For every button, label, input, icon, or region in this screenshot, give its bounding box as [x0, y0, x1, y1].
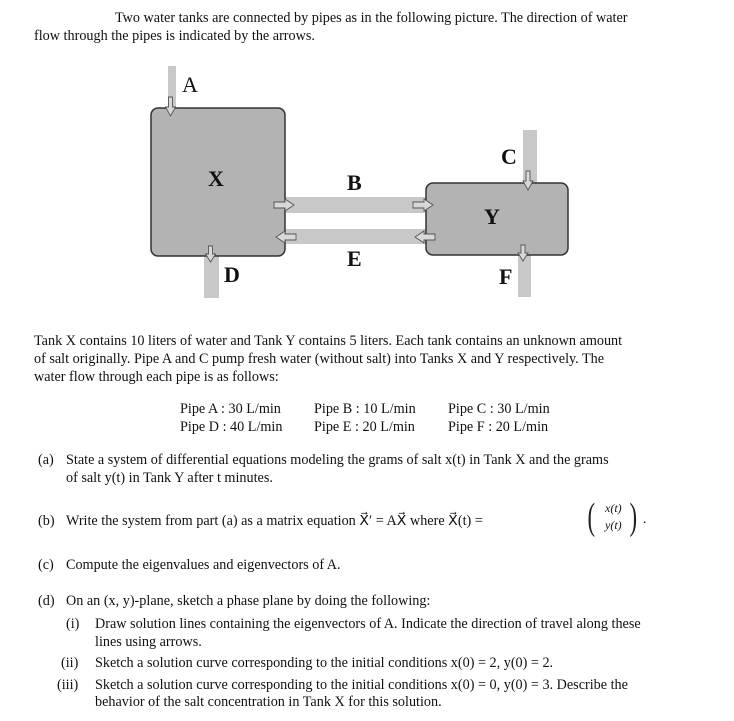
question-d-iii-line-2: behavior of the salt concentration in Tank X for this solution.	[95, 694, 442, 710]
tank-y-label: Y	[484, 204, 500, 229]
state-vector: ( x(t) y(t) ) .	[587, 496, 647, 538]
tank-x-label: X	[208, 166, 224, 191]
question-d-ii-line-1: Sketch a solution curve corresponding to the initial conditions x(0) = 2, y(0) = 2.	[95, 655, 554, 671]
pipe-d-label: D	[224, 262, 240, 287]
question-d-i-line-1: Draw solution lines containing the eigenvectors of A. Indicate the direction of travel along these	[95, 616, 641, 632]
question-d-i-line-2: lines using arrows.	[95, 634, 202, 650]
pipe-f-label: F	[499, 264, 513, 289]
question-a-line-2: of salt y(t) in Tank Y after t minutes.	[66, 470, 273, 486]
description-line-1: Tank X contains 10 liters of water and Tank Y contains 5 liters. Each tank contains an unknown amount	[34, 333, 623, 349]
vector-x: x(t)	[605, 501, 622, 515]
description-line-3: water flow through each pipe is as follows:	[34, 369, 279, 385]
question-d-iii-line-1: Sketch a solution curve corresponding to the initial conditions x(0) = 0, y(0) = 3. Describe the	[95, 677, 628, 693]
pipe-e	[280, 229, 430, 244]
question-d-label: (d)	[38, 593, 55, 609]
pipe-c-label: C	[501, 144, 517, 169]
tank-diagram	[140, 60, 580, 315]
question-d-ii-label: (ii)	[61, 655, 79, 671]
pipe-e-label: E	[347, 246, 362, 271]
description-line-2: of salt originally. Pipe A and C pump fresh water (without salt) into Tanks X and Y respectively. The	[34, 351, 605, 367]
question-c-label: (c)	[38, 557, 54, 573]
intro-line-1: Two water tanks are connected by pipes as in the following picture. The direction of water	[115, 10, 628, 26]
vector-y: y(t)	[605, 518, 622, 532]
question-a-label: (a)	[38, 452, 54, 468]
question-d-iii-label: (iii)	[57, 677, 79, 693]
question-d-i-label: (i)	[66, 616, 80, 632]
question-a-line-1: State a system of differential equations modeling the grams of salt x(t) in Tank X and the grams	[66, 452, 609, 468]
pipe-b	[280, 197, 430, 213]
pipe-b-label: B	[347, 170, 362, 195]
flow-f: Pipe F : 20 L/min	[448, 419, 549, 435]
question-b-text: Write the system from part (a) as a matrix equation X⃗′ = AX⃗ where X⃗(t) =	[66, 513, 483, 529]
question-c-text: Compute the eigenvalues and eigenvectors of A.	[66, 557, 341, 573]
question-d-text: On an (x, y)-plane, sketch a phase plane by doing the following:	[66, 593, 431, 609]
flow-c: Pipe C : 30 L/min	[448, 401, 550, 417]
question-b-label: (b)	[38, 513, 55, 529]
flow-e: Pipe E : 20 L/min	[314, 419, 415, 435]
flow-a: Pipe A : 30 L/min	[180, 401, 281, 417]
intro-line-2: flow through the pipes is indicated by the arrows.	[34, 28, 315, 44]
flow-b: Pipe B : 10 L/min	[314, 401, 416, 417]
flow-d: Pipe D : 40 L/min	[180, 419, 283, 435]
pipe-a-label: A	[182, 72, 198, 97]
